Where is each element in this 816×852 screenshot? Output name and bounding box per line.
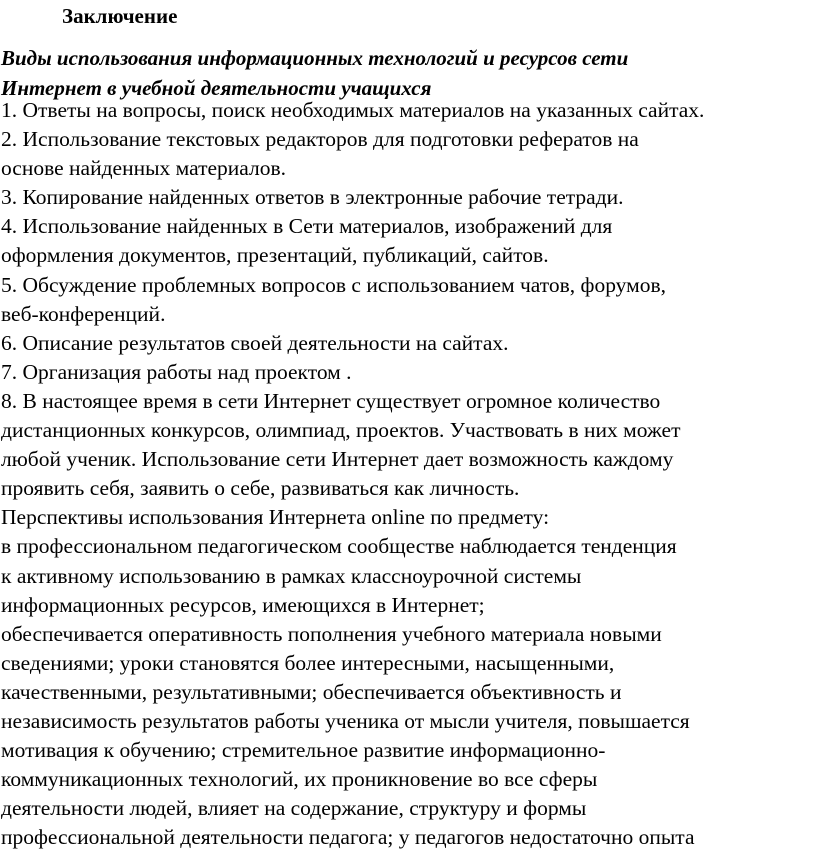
text-line: независимость результатов работы ученика от мысли учителя, повышается	[1, 708, 690, 733]
text-line: 6. Описание результатов своей деятельности на сайтах.	[1, 330, 509, 355]
text-line: оформления документов, презентаций, публикаций, сайтов.	[1, 243, 549, 268]
text-line: 3. Копирование найденных ответов в электронные рабочие тетради.	[1, 185, 624, 210]
document-heading: Заключение	[62, 4, 178, 28]
text-line: проявить себя, заявить о себе, развиваться как личность.	[1, 476, 520, 501]
text-line: любой ученик. Использование сети Интернет дает возможность каждому	[1, 447, 674, 472]
text-line: 1. Ответы на вопросы, поиск необходимых материалов на указанных сайтах.	[1, 98, 705, 122]
text-line: дистанционных конкурсов, олимпиад, проектов. Участвовать в них может	[1, 418, 681, 443]
text-line: веб-конференций.	[1, 301, 166, 326]
text-line: 5. Обсуждение проблемных вопросов с использованием чатов, форумов,	[1, 272, 667, 297]
text-line: к активному использованию в рамках классноурочной системы	[1, 563, 582, 588]
text-line: сведениями; уроки становятся более интересными, насыщенными,	[1, 650, 615, 675]
text-line: 4. Использование найденных в Сети материалов, изображений для	[1, 214, 613, 239]
text-line: информационных ресурсов, имеющихся в Интернет;	[1, 592, 485, 617]
document-body	[1, 96, 704, 852]
text-line: 8. В настоящее время в сети Интернет существует огромное количество	[1, 388, 661, 413]
text-line: мотивация к обучению; стремительное развитие информационно-	[1, 738, 606, 763]
text-line: качественными, результативными; обеспечивается объективность и	[1, 679, 622, 704]
text-line: профессиональной деятельности педагога; у педагогов недостаточно опыта	[1, 825, 695, 850]
text-line: 2. Использование текстовых редакторов для подготовки рефератов на	[1, 127, 639, 152]
document-subtitle	[1, 43, 628, 103]
text-line: Перспективы использования Интернета online по предмету:	[1, 505, 550, 530]
text-line: основе найденных материалов.	[1, 156, 287, 181]
text-line: обеспечивается оперативность пополнения учебного материала новыми	[1, 621, 662, 646]
text-line: деятельности людей, влияет на содержание, структуру и формы	[1, 796, 587, 821]
text-line: 7. Организация работы над проектом .	[1, 359, 352, 384]
text-line: в профессиональном педагогическом сообществе наблюдается тенденция	[1, 534, 677, 559]
subtitle-line: Виды использования информационных технологий и ресурсов сети	[1, 46, 629, 70]
subtitle-line: Интернет в учебной деятельности учащихся	[1, 76, 432, 100]
text-line: коммуникационных технологий, их проникновение во все сферы	[1, 767, 598, 792]
